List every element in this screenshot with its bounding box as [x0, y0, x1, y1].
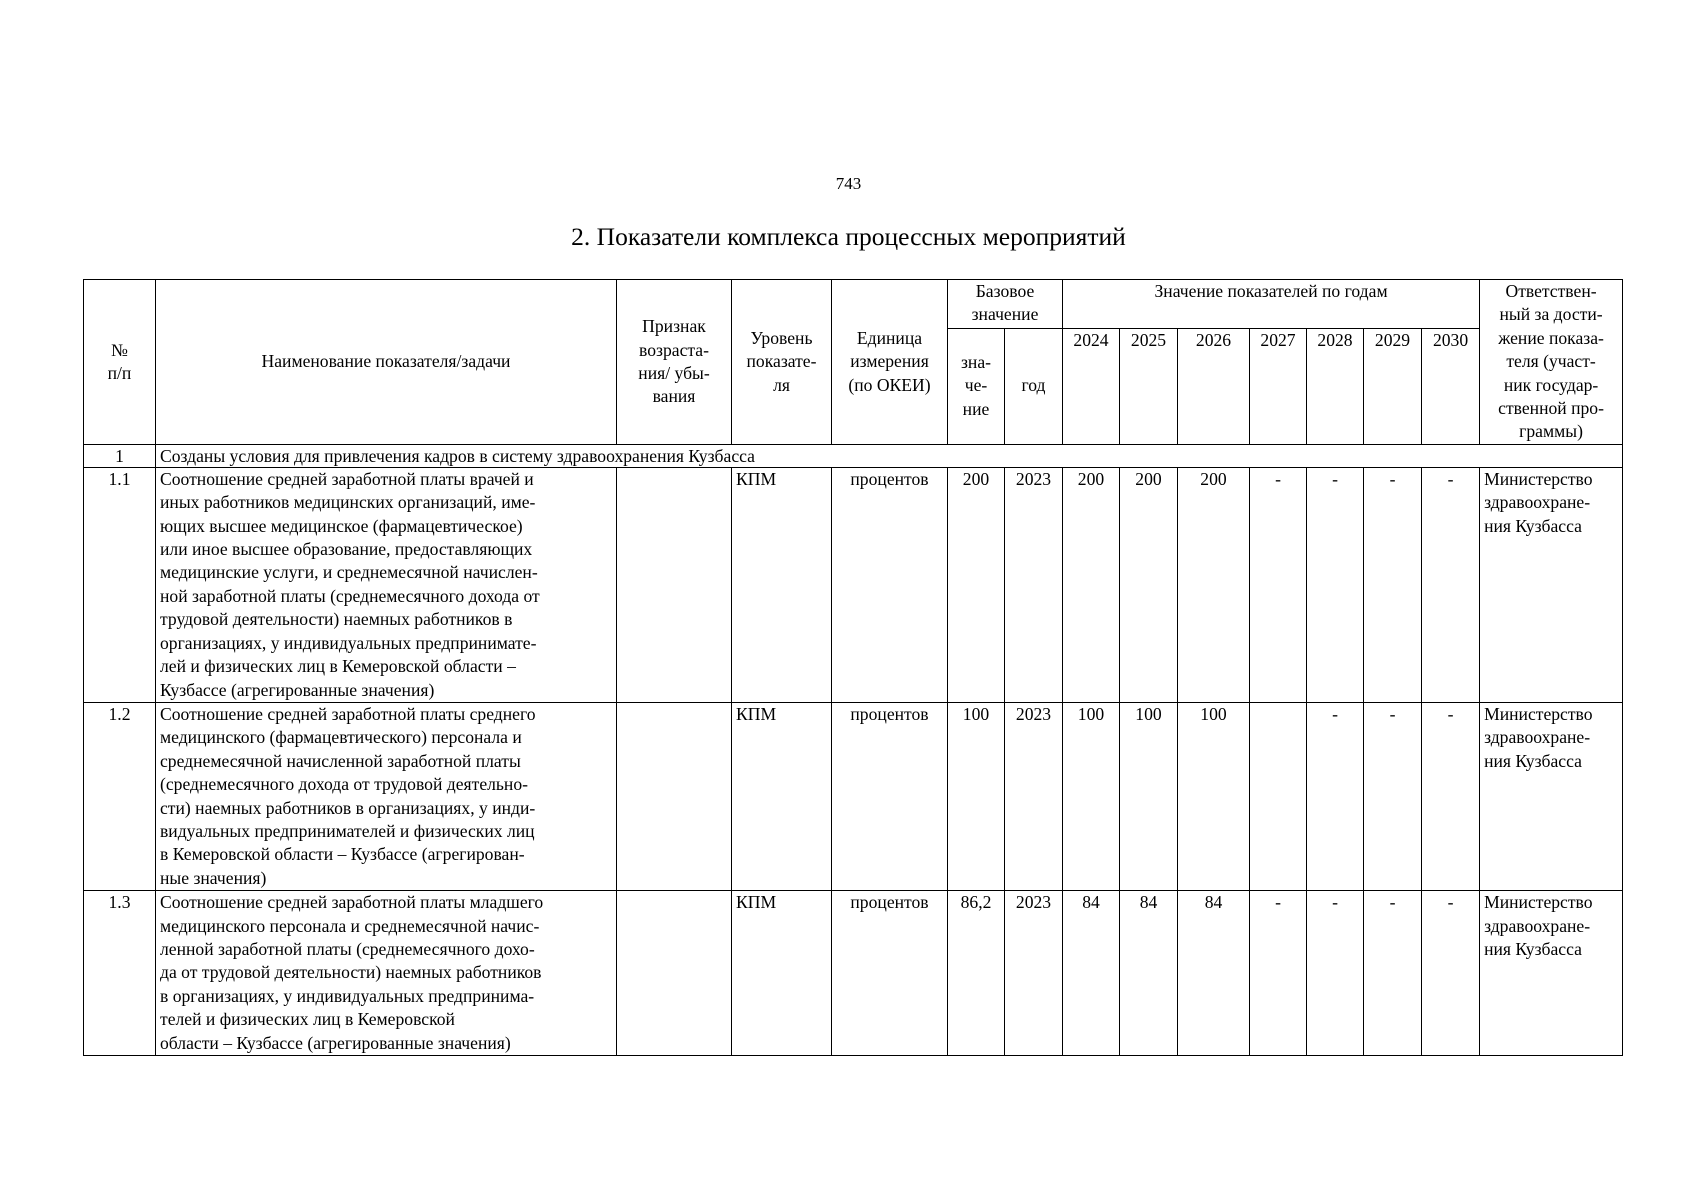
value-2030: - — [1422, 891, 1480, 1056]
page-title: 2. Показатели комплекса процессных мероприятий — [571, 222, 1126, 251]
header-unit: Единица измерения (по ОКЕИ) — [832, 280, 948, 445]
level-cell: КПМ — [732, 702, 832, 890]
table-body — [84, 444, 1623, 1055]
value-2030: - — [1422, 702, 1480, 890]
value-2026: 200 — [1178, 467, 1250, 702]
value-2026: 84 — [1178, 891, 1250, 1056]
header-base-year: год — [1005, 328, 1063, 444]
row-number: 1.1 — [84, 467, 156, 702]
value-2027: - — [1250, 891, 1307, 1056]
value-2024: 100 — [1063, 702, 1120, 890]
header-trend: Признак возраста- ния/ убы- вания — [617, 280, 732, 445]
value-2028: - — [1307, 702, 1364, 890]
value-2029: - — [1364, 702, 1422, 890]
section-number: 1 — [84, 444, 156, 467]
value-2025: 84 — [1120, 891, 1178, 1056]
table-header — [84, 280, 1623, 445]
unit-cell: процентов — [832, 702, 948, 890]
base-value-cell: 200 — [948, 467, 1005, 702]
header-number: № п/п — [84, 280, 156, 445]
header-name: Наименование показателя/задачи — [156, 280, 617, 445]
unit-cell: процентов — [832, 891, 948, 1056]
table-row — [84, 702, 1623, 890]
header-year-2024: 2024 — [1063, 328, 1120, 444]
value-2029: - — [1364, 891, 1422, 1056]
indicator-name: Соотношение средней заработной платы среднего медицинского (фармацевтического) персонала и среднемесячной начисленной заработной платы (среднемесячного дохода от трудовой деятельно- сти) наемных работников в организациях, у инди- видуальных предпринимателей и физических лиц в Кемеровской области – Кузбассе (агрегирован- ные значения) — [156, 702, 617, 890]
value-2028: - — [1307, 891, 1364, 1056]
base-year-cell: 2023 — [1005, 702, 1063, 890]
trend-cell — [617, 467, 732, 702]
trend-cell — [617, 702, 732, 890]
unit-cell: процентов — [832, 467, 948, 702]
base-value-cell: 100 — [948, 702, 1005, 890]
indicator-name: Соотношение средней заработной платы врачей и иных работников медицинских организаций, име- ющих высшее медицинское (фармацевтическое) или иное высшее образование, предоставляющих медицинские услуги, и среднемесячной начислен- ной заработной платы (среднемесячного дохода от трудовой деятельности) наемных работников в организациях, у индивидуальных предпринимате- лей и физических лиц в Кемеровской области – Кузбассе (агрегированные значения) — [156, 467, 617, 702]
level-cell: КПМ — [732, 467, 832, 702]
table-row — [84, 467, 1623, 702]
value-2029: - — [1364, 467, 1422, 702]
base-year-cell: 2023 — [1005, 467, 1063, 702]
responsible-cell: Министерство здравоохране- ния Кузбасса — [1480, 467, 1623, 702]
trend-cell — [617, 891, 732, 1056]
header-year-2030: 2030 — [1422, 328, 1480, 444]
table-row — [84, 891, 1623, 1056]
responsible-cell: Министерство здравоохране- ния Кузбасса — [1480, 702, 1623, 890]
base-year-cell: 2023 — [1005, 891, 1063, 1056]
value-2027 — [1250, 702, 1307, 890]
responsible-cell: Министерство здравоохране- ния Кузбасса — [1480, 891, 1623, 1056]
value-2026: 100 — [1178, 702, 1250, 890]
header-responsible: Ответствен- ный за дости- жение показа- теля (участ- ник государ- ственной про- граммы) — [1480, 280, 1623, 445]
value-2024: 84 — [1063, 891, 1120, 1056]
value-2024: 200 — [1063, 467, 1120, 702]
header-year-2025: 2025 — [1120, 328, 1178, 444]
section-title: Созданы условия для привлечения кадров в систему здравоохранения Кузбасса — [156, 444, 1623, 467]
indicators-table — [83, 279, 1623, 1056]
value-2025: 100 — [1120, 702, 1178, 890]
header-level: Уровень показате- ля — [732, 280, 832, 445]
value-2028: - — [1307, 467, 1364, 702]
level-cell: КПМ — [732, 891, 832, 1056]
section-row — [84, 444, 1623, 467]
page-number: 743 — [835, 174, 862, 193]
row-number: 1.2 — [84, 702, 156, 890]
row-number: 1.3 — [84, 891, 156, 1056]
header-year-2029: 2029 — [1364, 328, 1422, 444]
value-2027: - — [1250, 467, 1307, 702]
header-years-group: Значение показателей по годам — [1063, 280, 1480, 329]
value-2030: - — [1422, 467, 1480, 702]
header-year-2028: 2028 — [1307, 328, 1364, 444]
value-2025: 200 — [1120, 467, 1178, 702]
header-year-2026: 2026 — [1178, 328, 1250, 444]
header-base: Базовое значение — [948, 280, 1063, 329]
header-base-value: зна- че- ние — [948, 328, 1005, 444]
base-value-cell: 86,2 — [948, 891, 1005, 1056]
header-year-2027: 2027 — [1250, 328, 1307, 444]
indicator-name: Соотношение средней заработной платы младшего медицинского персонала и среднемесячной начис- ленной заработной платы (среднемесячного дохо- да от трудовой деятельности) наемных работников в организациях, у индивидуальных предпринима- телей и физических лиц в Кемеровской области – Кузбассе (агрегированные значения) — [156, 891, 617, 1056]
